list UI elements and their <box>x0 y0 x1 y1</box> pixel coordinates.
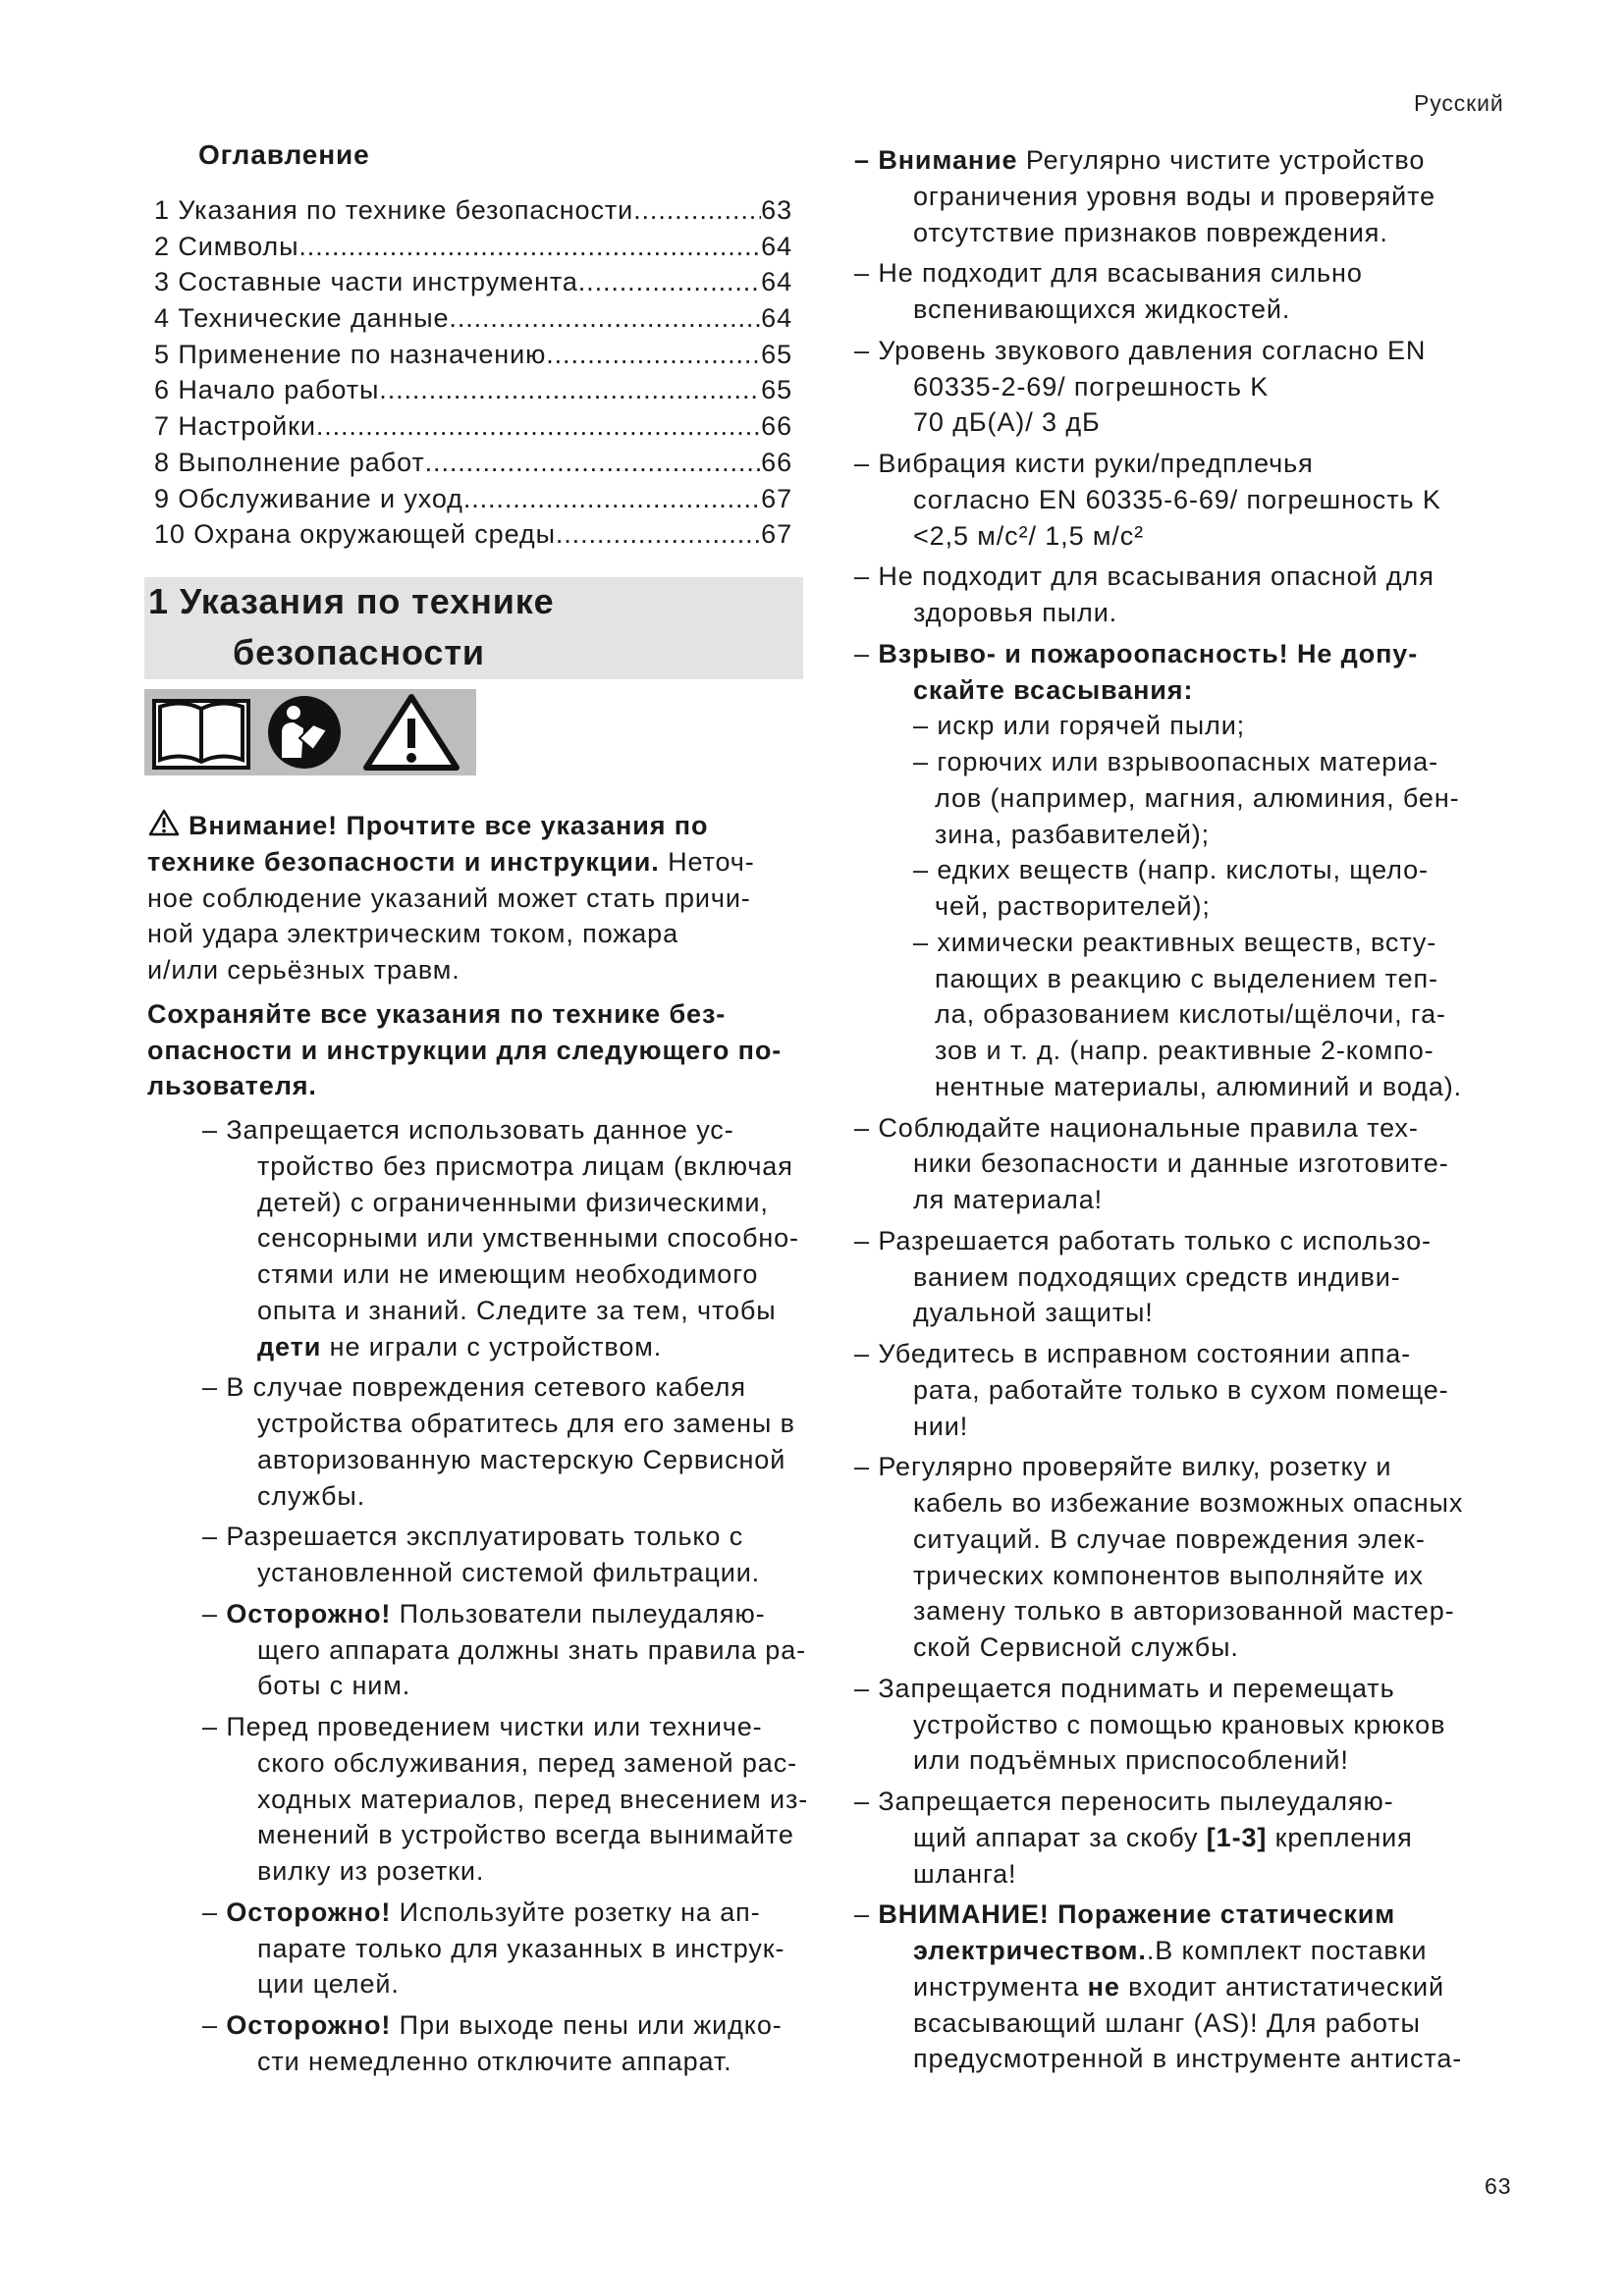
bold-text: Взрыво- и пожароопасность! Не допу- <box>878 638 1419 668</box>
paragraph <box>147 996 805 1104</box>
bold-text: электричеством. <box>913 1936 1147 1965</box>
bold-text: Внимание! Прочтите все указания по <box>189 811 709 840</box>
text-line: авторизованную мастерскую Сервисной <box>257 1444 786 1474</box>
list-item <box>202 1112 805 1364</box>
toc-entry-title: 3 Составные части инструмента <box>154 267 578 297</box>
text-line: установленной системой фильтрации. <box>257 1558 761 1587</box>
text-line: – химически реактивных веществ, всту- <box>913 927 1437 957</box>
text-line: детей) с ограниченными физическими, <box>257 1187 769 1217</box>
toc-leader-dots <box>316 408 761 445</box>
bold-text: Осторожно! <box>226 1896 392 1927</box>
text-line: и/или серьёзных травм. <box>147 955 460 985</box>
text-line: устройства обратитесь для его замены в <box>257 1409 795 1438</box>
list-item <box>854 333 1522 441</box>
bold-text: Сохраняйте все указания по технике без- <box>147 998 727 1029</box>
toc-entry-page: 63 <box>761 195 792 225</box>
text-line: ля материала! <box>913 1185 1104 1214</box>
text-line: сти немедленно отключите аппарат. <box>257 2046 732 2076</box>
bold-text: ВНИМАНИЕ! Поражение статическим <box>878 1899 1396 1930</box>
toc-entry <box>154 481 792 517</box>
bold-text: [1-3] <box>1206 1822 1268 1852</box>
text-line: ное соблюдение указаний может стать причи- <box>147 882 751 913</box>
text-line: ники безопасности и данные изготовите- <box>913 1148 1449 1179</box>
toc-title: Оглавление <box>198 139 370 170</box>
list-item <box>854 255 1522 328</box>
text-line: 60335-2-69/ погрешность K <box>913 371 1270 401</box>
toc-entry-page: 67 <box>761 483 792 513</box>
safety-symbols <box>144 689 476 775</box>
toc-entry-page: 65 <box>761 339 792 369</box>
sub-list-item <box>913 744 1522 852</box>
text-line: вилку из розетки. <box>257 1856 485 1886</box>
list-item <box>854 559 1522 631</box>
text-line: щий аппарат за скобу [1-3] крепления <box>913 1822 1413 1852</box>
text-line: – В случае повреждения сетевого кабеля <box>202 1372 746 1403</box>
list-item <box>202 1519 805 1591</box>
read-manual-icon <box>268 696 341 769</box>
text-line: парате только для указанных в инструк- <box>257 1933 785 1963</box>
text-line: здоровья пыли. <box>913 598 1118 627</box>
left-column-text <box>147 808 809 2085</box>
text-line: сенсорными или умственными способно- <box>257 1223 799 1254</box>
text-line: согласно EN 60335-6-69/ погрешность K <box>913 484 1441 514</box>
text-line: боты с ним. <box>257 1671 411 1701</box>
text-line: вспенивающихся жидкостей. <box>913 294 1291 324</box>
text-line: инструмента не входит антистатический <box>913 1971 1445 2002</box>
text-line: ванием подходящих средств индиви- <box>913 1261 1401 1292</box>
text-line: замену только в авторизованной мастер- <box>913 1596 1455 1627</box>
text-line: отсутствие признаков повреждения. <box>913 217 1388 247</box>
bold-text: не <box>1087 1971 1120 2002</box>
list-item <box>854 446 1522 554</box>
text-line: ской Сервисной службы. <box>913 1632 1239 1662</box>
toc-entry-page: 66 <box>761 447 792 477</box>
list-item <box>202 1369 805 1514</box>
bold-text: технике безопасности и инструкции. <box>147 846 660 877</box>
text-line: предусмотренной в инструменте антиста- <box>913 2044 1463 2074</box>
text-line: – Не подходит для всасывания сильно <box>854 258 1363 289</box>
section-heading-line2: безопасности <box>233 632 485 672</box>
toc-entry-page: 64 <box>761 303 792 334</box>
toc-entry <box>154 264 792 300</box>
text-line: нентные материалы, алюминий и вода). <box>935 1071 1463 1101</box>
text-line: менений в устройство всегда вынимайте <box>257 1820 794 1850</box>
text-line: – Соблюдайте национальные правила тех- <box>854 1112 1419 1143</box>
text-line: – Не подходит для всасывания опасной для <box>854 561 1435 592</box>
text-line: – Внимание Регулярно чистите устройство <box>854 145 1426 175</box>
text-line <box>147 996 805 1033</box>
text-line: – искр или горячей пыли; <box>913 711 1246 741</box>
bold-text: льзователя. <box>147 1071 317 1101</box>
list-item <box>202 2007 805 2080</box>
list-item <box>854 636 1522 1105</box>
page-number: 63 <box>1485 2173 1512 2199</box>
text-line: ходных материалов, перед внесением из- <box>257 1784 809 1814</box>
language-label: Русский <box>1414 90 1504 116</box>
toc-leader-dots <box>379 372 761 408</box>
text-line: пающих в реакцию с выделением теп- <box>935 963 1438 993</box>
sub-list-item <box>913 925 1522 1105</box>
toc-entry <box>154 408 792 445</box>
text-line: стями или не имеющим необходимого <box>257 1259 759 1289</box>
sub-list-item <box>913 708 1522 744</box>
text-line: – Запрещается переносить пылеудаляю- <box>854 1787 1394 1816</box>
toc-entry-title: 9 Обслуживание и уход <box>154 483 463 513</box>
text-line: – Запрещается использовать данное ус- <box>202 1115 734 1145</box>
text-line: – Разрешается эксплуатировать только с <box>202 1522 744 1552</box>
text-line: – Перед проведением чистки или техниче- <box>202 1712 763 1741</box>
text-line: щего аппарата должны знать правила ра- <box>257 1634 807 1665</box>
text-line: ции целей. <box>257 1969 400 2000</box>
left-bullet-list <box>147 1112 809 2080</box>
toc-entry <box>154 192 792 229</box>
text-line: – Осторожно! Используйте розетку на ап- <box>202 1896 761 1927</box>
warning-triangle-icon <box>366 697 457 768</box>
text-line: – едких веществ (напр. кислоты, щело- <box>913 855 1429 885</box>
toc-entry-title: 10 Охрана окружающей среды <box>154 519 556 550</box>
list-item <box>854 1784 1522 1892</box>
paragraph <box>147 808 805 988</box>
text-line <box>147 1068 805 1104</box>
list-item <box>854 1449 1522 1666</box>
text-line: – Запрещается поднимать и перемещать <box>854 1673 1395 1703</box>
text-line: – Уровень звукового давления согласно EN <box>854 335 1427 365</box>
text-line: ной удара электрическим током, пожара <box>147 919 679 949</box>
warning-icon <box>147 811 189 840</box>
toc-entry-title: 2 Символы <box>154 231 299 261</box>
list-item <box>202 1709 809 1890</box>
text-line: <2,5 м/c²/ 1,5 м/c² <box>913 520 1145 551</box>
text-line: – Убедитесь в исправном состоянии аппа- <box>854 1339 1412 1368</box>
toc-leader-dots <box>578 264 761 300</box>
list-item <box>202 1895 805 2002</box>
text-line: 70 дБ(A)/ 3 дБ <box>913 407 1101 438</box>
text-line: службы. <box>257 1480 366 1511</box>
text-line: ограничения уровня воды и проверяйте <box>913 181 1436 211</box>
text-line: трических компонентов выполняйте их <box>913 1560 1424 1590</box>
text-line: – Вибрация кисти руки/предплечья <box>854 449 1314 478</box>
text-line: ла, образованием кислоты/щёлочи, га- <box>935 999 1446 1030</box>
text-line: – Взрыво- и пожароопасность! Не допу- <box>854 638 1419 668</box>
toc-leader-dots <box>633 192 761 229</box>
list-item <box>854 1110 1522 1218</box>
text-line: технике безопасности и инструкции. Неточ- <box>147 846 755 877</box>
toc-entry-page: 66 <box>761 411 792 442</box>
section-heading-line1: 1 Указания по технике <box>148 581 555 621</box>
right-bullet-list <box>854 142 1522 2077</box>
text-line: зов и т. д. (напр. реактивные 2-компо- <box>935 1036 1435 1065</box>
bold-text: – Внимание <box>854 145 1018 175</box>
text-line: – горючих или взрывоопасных материа- <box>913 747 1438 776</box>
toc-entry-title: 5 Применение по назначению <box>154 339 547 369</box>
toc-entry-title: 6 Начало работы <box>154 375 380 405</box>
toc-entry-title: 8 Выполнение работ <box>154 447 425 477</box>
text-line: электричеством..В комплект поставки <box>913 1936 1428 1965</box>
text-line: дети не играли с устройством. <box>257 1331 663 1362</box>
manual-book-icon <box>154 701 248 768</box>
bold-text: Осторожно! <box>226 1598 392 1629</box>
toc-leader-dots <box>449 300 761 337</box>
text-line: лов (например, магния, алюминия, бен- <box>935 782 1460 813</box>
list-item <box>854 1336 1522 1444</box>
text-line: опыта и знаний. Следите за тем, чтобы <box>257 1295 777 1325</box>
text-line: рата, работайте только в сухом помеще- <box>913 1374 1449 1405</box>
text-line <box>147 808 805 844</box>
list-item <box>854 1671 1522 1779</box>
text-line: ского обслуживания, перед заменой рас- <box>257 1747 797 1778</box>
list-item <box>202 1596 805 1704</box>
text-line: зина, разбавителей); <box>935 819 1211 849</box>
toc-entry-title: 1 Указания по технике безопасности <box>154 195 634 225</box>
toc-leader-dots <box>546 337 761 373</box>
toc-entry-page: 67 <box>761 519 792 550</box>
table-of-contents <box>154 192 792 553</box>
list-item <box>854 1896 1522 2077</box>
bold-text: дети <box>257 1331 322 1362</box>
toc-entry <box>154 445 792 481</box>
bold-text: опасности и инструкции для следующего по- <box>147 1035 783 1065</box>
toc-leader-dots <box>425 445 762 481</box>
text-line: – Регулярно проверяйте вилку, розетку и <box>854 1452 1392 1482</box>
right-column-text <box>854 142 1522 2082</box>
text-line: – Осторожно! Пользователи пылеудаляю- <box>202 1598 766 1629</box>
list-item <box>854 142 1522 250</box>
toc-entry <box>154 372 792 408</box>
toc-entry <box>154 300 792 337</box>
text-line: шланга! <box>913 1858 1017 1889</box>
toc-entry-page: 65 <box>761 375 792 405</box>
toc-entry <box>154 516 792 553</box>
text-line: устройство с помощью крановых крюков <box>913 1709 1446 1739</box>
toc-entry-title: 7 Настройки <box>154 411 316 442</box>
bold-text: скайте всасывания: <box>913 674 1194 705</box>
text-line: тройство без присмотра лицам (включая <box>257 1150 793 1181</box>
text-line: – Осторожно! При выходе пены или жидко- <box>202 2010 783 2040</box>
text-line: всасывающий шланг (AS)! Для работы <box>913 2007 1421 2038</box>
list-item <box>854 1223 1522 1331</box>
toc-entry <box>154 229 792 265</box>
bold-text: Осторожно! <box>226 2010 392 2040</box>
toc-entry <box>154 337 792 373</box>
text-line: ситуаций. В случае повреждения элек- <box>913 1523 1426 1554</box>
toc-entry-page: 64 <box>761 231 792 261</box>
toc-leader-dots <box>463 481 761 517</box>
section-heading <box>144 577 803 679</box>
text-line <box>147 1033 805 1069</box>
toc-entry-title: 4 Технические данные <box>154 303 450 334</box>
text-line: кабель во избежание возможных опасных <box>913 1488 1464 1518</box>
toc-leader-dots <box>298 229 761 265</box>
text-line <box>913 672 1522 709</box>
text-line: дуальной защиты! <box>913 1298 1154 1328</box>
toc-entry-page: 64 <box>761 267 792 297</box>
text-line: чей, растворителей); <box>935 891 1211 921</box>
text-line: нии! <box>913 1411 969 1441</box>
text-line: или подъёмных приспособлений! <box>913 1745 1349 1776</box>
sub-list-item <box>913 852 1522 925</box>
toc-leader-dots <box>556 516 761 553</box>
text-line: – Разрешается работать только с использо- <box>854 1225 1432 1255</box>
text-line: – ВНИМАНИЕ! Поражение статическим <box>854 1899 1396 1930</box>
